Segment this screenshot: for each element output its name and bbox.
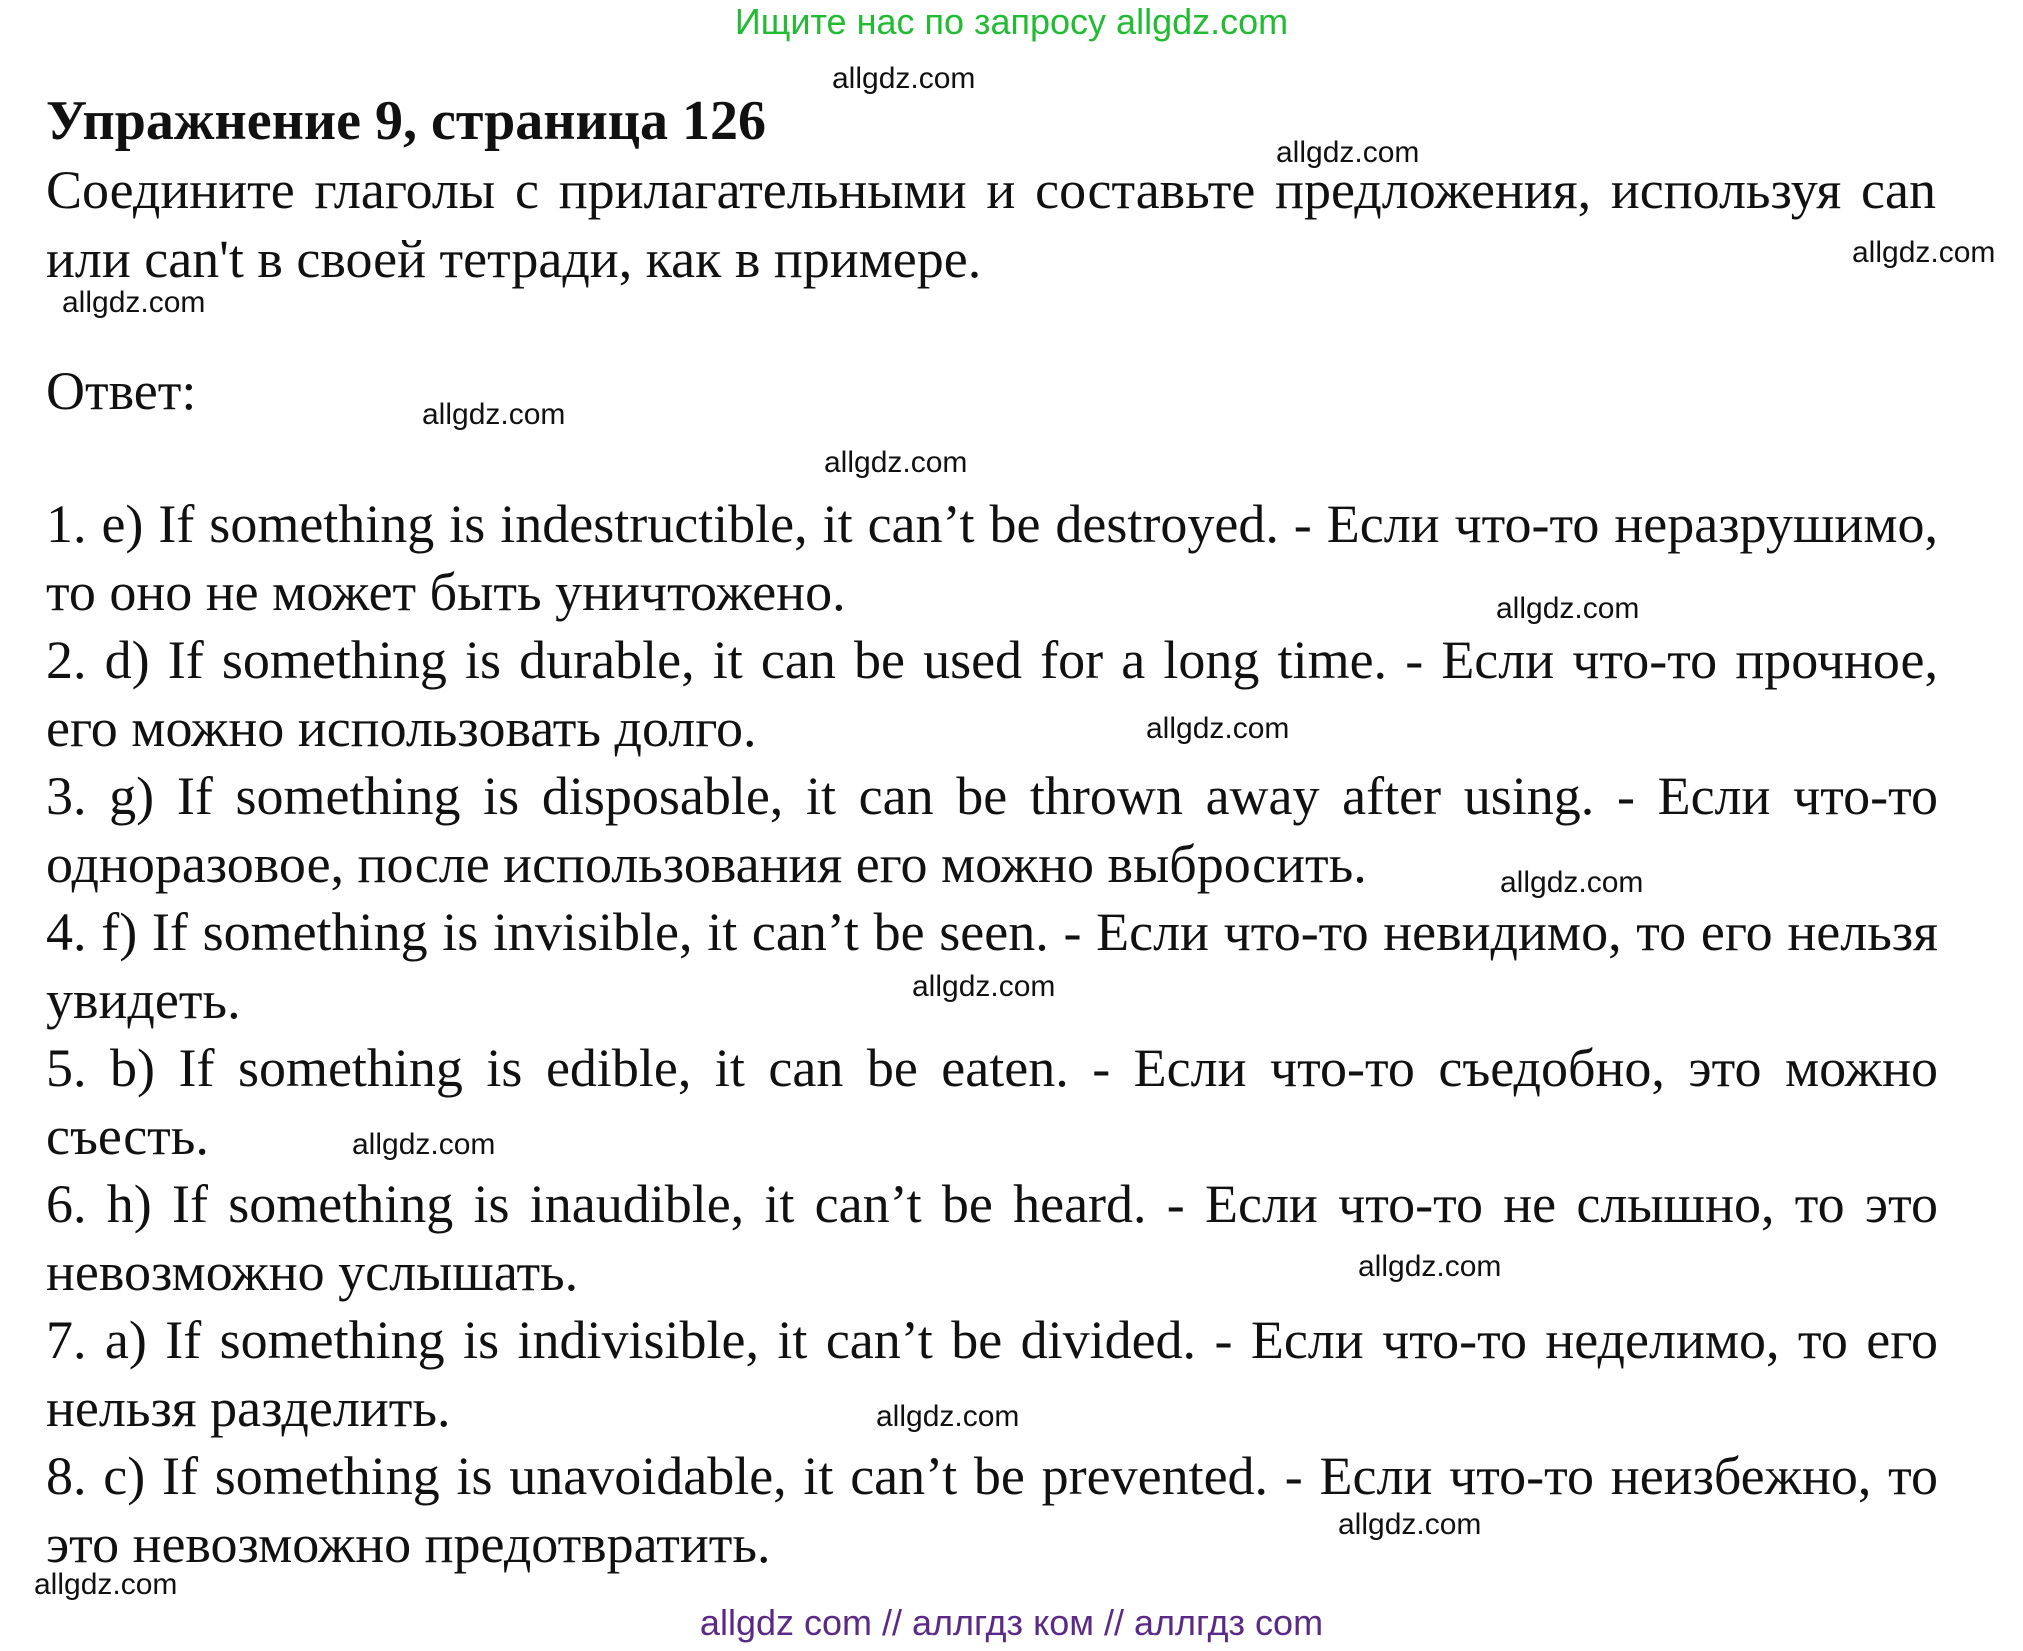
answer-item-7: 7. a) If something is indivisible, it can’t be divided. - Если что-то неделимо, то его нельзя разделить.	[46, 1310, 1938, 1438]
watermark: allgdz.com	[34, 1568, 178, 1601]
answer-item-1: 1. e) If something is indestructible, it can’t be destroyed. - Если что-то неразрушимо, то оно не может быть уничтожено.	[46, 494, 1938, 622]
watermark: allgdz.com	[1496, 592, 1640, 625]
top-banner[interactable]: Ищите нас по запросу allgdz.com	[734, 1, 1289, 42]
exercise-instruction: Соедините глаголы с прилагательными и составьте предложения, используя can или can't в своей тетради, как в примере.	[46, 160, 1936, 289]
answer-item-4: 4. f) If something is invisible, it can’t be seen. - Если что-то невидимо, то его нельзя увидеть.	[46, 902, 1938, 1030]
watermark: allgdz.com	[62, 286, 206, 319]
exercise-title: Упражнение 9, страница 126	[46, 90, 767, 152]
watermark: allgdz.com	[1146, 712, 1290, 745]
watermark: allgdz.com	[422, 398, 566, 431]
watermark: allgdz.com	[352, 1128, 496, 1161]
answer-label: Ответ:	[46, 361, 197, 421]
answer-item-8: 8. c) If something is unavoidable, it can’t be prevented. - Если что-то неизбежно, то это невозможно предотвратить.	[46, 1446, 1938, 1574]
answer-item-5: 5. b) If something is edible, it can be eaten. - Если что-то съедобно, это можно съесть.	[46, 1038, 1938, 1166]
watermark: allgdz.com	[1358, 1250, 1502, 1283]
watermark: allgdz.com	[832, 62, 976, 95]
watermark: allgdz.com	[912, 970, 1056, 1003]
watermark: allgdz.com	[1276, 136, 1420, 169]
watermark: allgdz.com	[824, 446, 968, 479]
watermark: allgdz.com	[1500, 866, 1644, 899]
answer-item-2: 2. d) If something is durable, it can be used for a long time. - Если что-то прочное, его можно использовать долго.	[46, 630, 1938, 758]
footer-links[interactable]: allgdz com // аллгдз ком // аллгдз com	[699, 1602, 1324, 1643]
watermark: allgdz.com	[1852, 236, 1996, 269]
watermark: allgdz.com	[876, 1400, 1020, 1433]
answer-item-3: 3. g) If something is disposable, it can be thrown away after using. - Если что-то одноразовое, после использования его можно выбросить.	[46, 766, 1938, 894]
watermark: allgdz.com	[1338, 1508, 1482, 1541]
answer-item-6: 6. h) If something is inaudible, it can’t be heard. - Если что-то не слышно, то это невозможно услышать.	[46, 1174, 1938, 1302]
